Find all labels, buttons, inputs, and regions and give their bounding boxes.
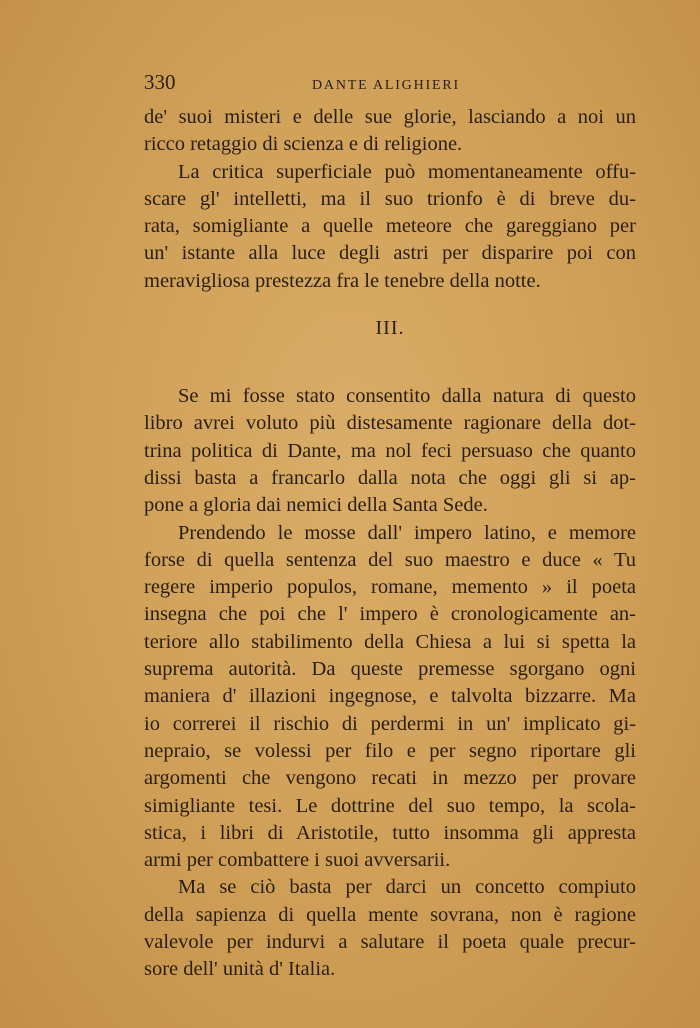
- text-line: valevole per indurvi a salutare il poeta quale precur-: [144, 931, 636, 954]
- running-head: DANTE ALIGHIERI: [312, 78, 460, 93]
- paragraph: [144, 383, 636, 519]
- text-line: sore dell' unità d' Italia.: [144, 958, 336, 981]
- text-line: forse di quella sentenza del suo maestro e duce « Tu: [144, 548, 636, 571]
- paragraph: [144, 520, 636, 875]
- text-line: stica, i libri di Aristotile, tutto insomma gli appresta: [144, 821, 636, 844]
- text-line: io correrei il rischio di perdermi in un' implicato gi-: [144, 712, 636, 735]
- text-line: Se mi fosse stato consentito dalla natura di questo: [178, 385, 636, 408]
- text-line: libro avrei voluto più distesamente ragionare della dot-: [144, 412, 636, 435]
- page-number: 330: [144, 70, 176, 94]
- text-line: maniera d' illazioni ingegnose, e talvolta bizzarre. Ma: [144, 685, 636, 708]
- text-line: nepraio, se volessi per filo e per segno riportare gli: [144, 739, 636, 762]
- body-text-top: [144, 104, 636, 295]
- paragraph: [144, 159, 636, 295]
- text-line: dissi basta a francarlo dalla nota che oggi gli si ap-: [144, 466, 636, 489]
- text-line: rata, somigliante a quelle meteore che gareggiano per: [144, 215, 636, 238]
- text-line: de' suoi misteri e delle sue glorie, lasciando a noi un: [144, 106, 636, 128]
- text-line: scare gl' intelletti, ma il suo trionfo è di breve du-: [144, 187, 636, 210]
- body-text-bottom: [144, 383, 636, 984]
- text-line: insegna che poi che l' impero è cronologicamente an-: [144, 603, 636, 626]
- text-line: trina politica di Dante, ma nol feci persuaso che quanto: [144, 439, 636, 462]
- text-line: regere imperio populos, romane, memento » il poeta: [144, 576, 636, 599]
- text-line: Ma se ciò basta per darci un concetto compiuto: [178, 876, 636, 899]
- paragraph: [144, 874, 636, 983]
- text-line: suprema autorità. Da queste premesse sgorgano ogni: [144, 658, 636, 681]
- text-line: simigliante tesi. Le dottrine del suo tempo, la scola-: [144, 794, 636, 817]
- text-line: La critica superficiale può momentaneamente offu-: [178, 160, 636, 183]
- text-line: pone a gloria dai nemici della Santa Sede.: [144, 494, 488, 517]
- text-line: ricco retaggio di scienza e di religione.: [144, 133, 463, 156]
- text-line: armi per combattere i suoi avversarii.: [144, 849, 451, 872]
- text-line: Prendendo le mosse dall' impero latino, e memore: [178, 521, 636, 544]
- paragraph: [144, 104, 636, 159]
- text-line: argomenti che vengono recati in mezzo per provare: [144, 767, 636, 790]
- book-page: [144, 70, 636, 984]
- page-header: [144, 70, 636, 104]
- text-line: meravigliosa prestezza fra le tenebre della notte.: [144, 269, 541, 292]
- section-heading: III.: [375, 317, 405, 340]
- text-line: un' istante alla luce degli astri per disparire poi con: [144, 242, 636, 265]
- text-line: della sapienza di quella mente sovrana, non è ragione: [144, 903, 636, 926]
- text-line: teriore allo stabilimento della Chiesa a lui si spetta la: [144, 630, 636, 653]
